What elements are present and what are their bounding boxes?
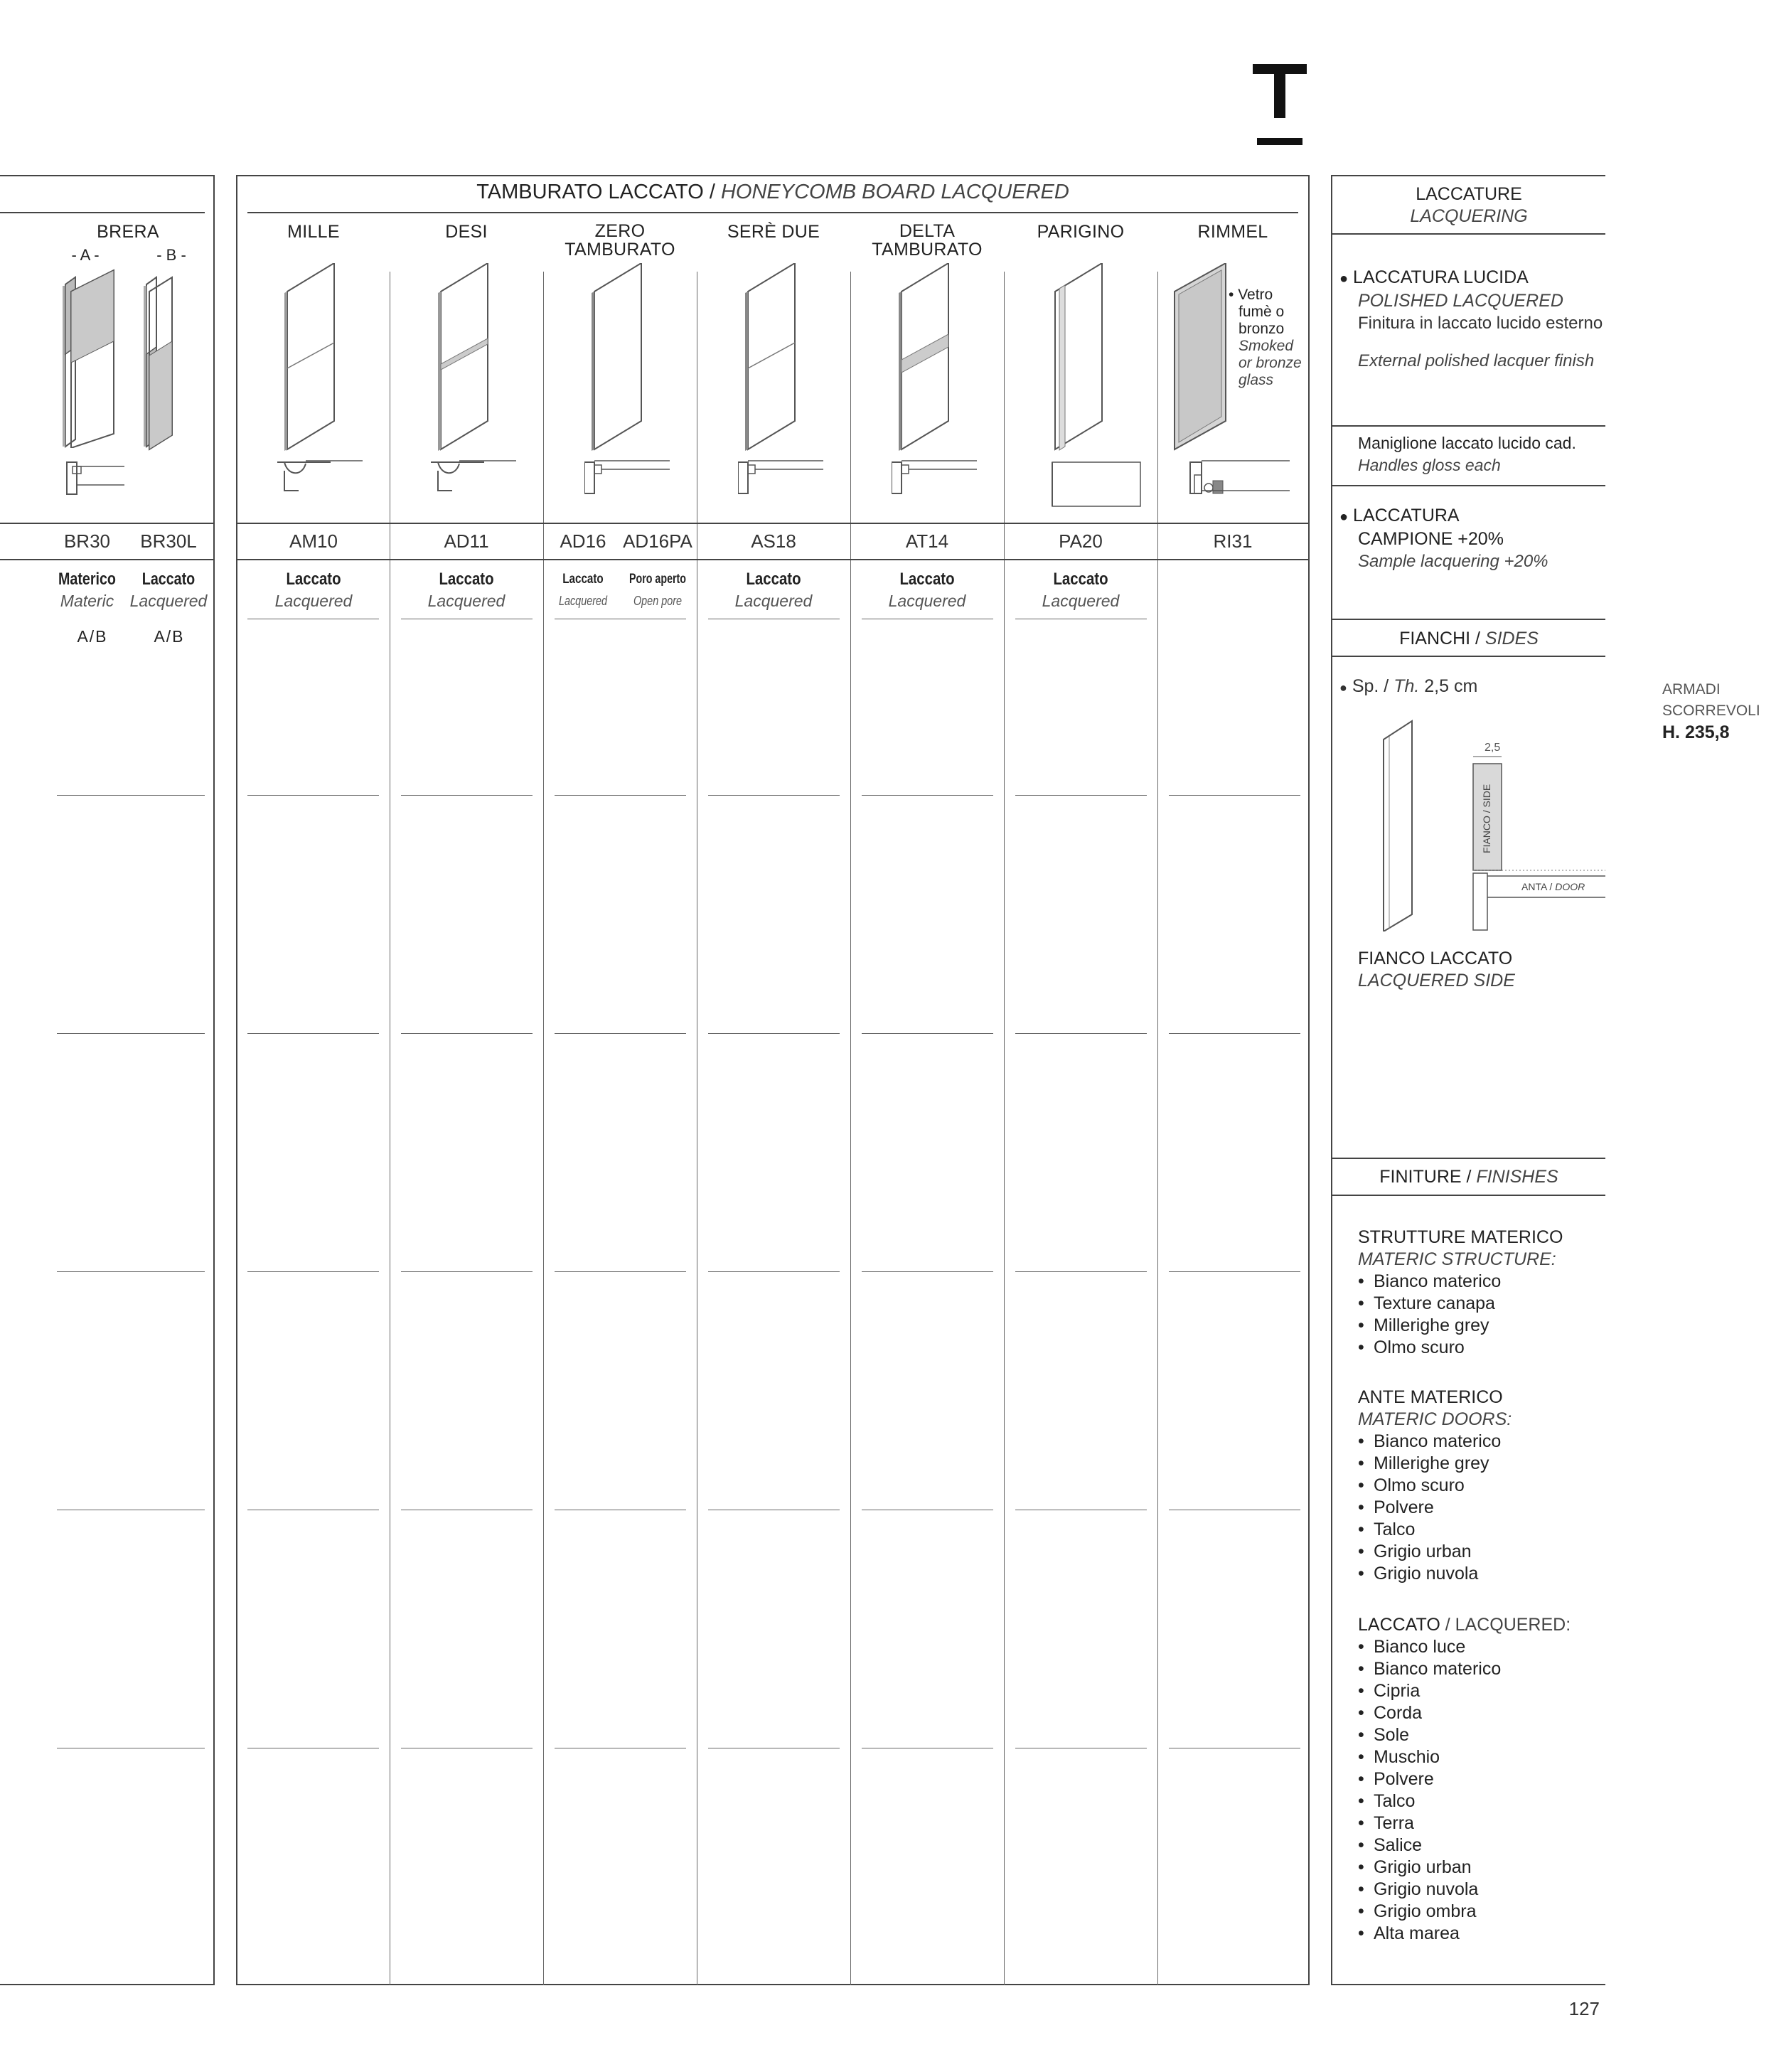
door-delta-illustration bbox=[892, 263, 977, 519]
price-cell-line bbox=[862, 795, 993, 796]
rimmel-glass-note: • Vetro fumè o bronzo Smoked or bronze glass bbox=[1229, 287, 1302, 388]
svg-text:FIANCO / SIDE: FIANCO / SIDE bbox=[1481, 784, 1492, 853]
door-zero-illustration bbox=[584, 263, 670, 519]
sample-lacquer-block: ● LACCATURA CAMPIONE +20% Sample lacquering +20% bbox=[1339, 506, 1548, 571]
lacquer-color-item: • Muschio bbox=[1358, 1746, 1600, 1768]
brera-code-divider-bottom bbox=[0, 559, 215, 560]
lacquered-colors: LACCATO / LACQUERED: • Bianco luce • Bianco materico • Cipria • Corda • Sole • Muschio • Polvere • Talco • Terra • Salice • Grigio urban • Grigio nuvola • Grigio ombra • Alta marea bbox=[1358, 1614, 1600, 1945]
material-parigino: Laccato Lacquered bbox=[1042, 570, 1120, 610]
door-mille-illustration bbox=[277, 263, 363, 519]
lacquer-color-item: • Grigio urban bbox=[1358, 1857, 1600, 1879]
code-sere-due: AS18 bbox=[751, 530, 796, 552]
sides-heading: FIANCHI / SIDES bbox=[1399, 629, 1539, 648]
lacquered-side-label: FIANCO LACCATO LACQUERED SIDE bbox=[1358, 949, 1515, 990]
page-number: 127 bbox=[1568, 1998, 1600, 2019]
model-name-zero: ZERO TAMBURATO bbox=[565, 221, 675, 260]
finishes-heading: FINITURE / FINISHES bbox=[1379, 1167, 1558, 1187]
price-cell-line bbox=[708, 795, 840, 796]
materic-doors: ANTE MATERICO MATERIC DOORS: • Bianco materico • Millerighe grey • Olmo scuro • Polvere • Talco • Grigio urban • Grigio nuvola bbox=[1358, 1387, 1600, 1585]
material-desi: Laccato Lacquered bbox=[427, 570, 505, 610]
model-name-mille: MILLE bbox=[287, 222, 340, 242]
model-name-delta: DELTA TAMBURATO bbox=[872, 221, 983, 260]
model-name-parigino: PARIGINO bbox=[1037, 222, 1125, 242]
code-divider-bottom bbox=[237, 559, 1308, 560]
right-divider bbox=[1332, 1158, 1605, 1159]
door-finish-item: • Polvere bbox=[1358, 1497, 1600, 1519]
lacquer-color-item: • Alta marea bbox=[1358, 1923, 1600, 1945]
door-finish-item: • Olmo scuro bbox=[1358, 1475, 1600, 1497]
brera-door-a-right bbox=[43, 263, 121, 448]
door-parigino-illustration bbox=[1045, 263, 1145, 519]
brera-ab-2: A/B bbox=[154, 627, 185, 646]
brera-material-1: Materico Materic bbox=[58, 570, 116, 610]
brera-code-2: BR30L bbox=[140, 530, 197, 552]
right-divider bbox=[1332, 656, 1605, 657]
price-cell-line bbox=[1169, 1271, 1300, 1272]
structure-finish-item: • Olmo scuro bbox=[1358, 1337, 1600, 1359]
price-cell-line bbox=[555, 795, 686, 796]
lacquering-heading: LACCATURE LACQUERING bbox=[1410, 184, 1528, 226]
lacquer-color-item: • Polvere bbox=[1358, 1768, 1600, 1790]
right-divider bbox=[1332, 1195, 1605, 1196]
right-divider bbox=[1332, 233, 1605, 235]
lacquer-color-item: • Grigio nuvola bbox=[1358, 1879, 1600, 1901]
col-divider bbox=[543, 272, 544, 1985]
lacquer-color-item: • Bianco luce bbox=[1358, 1636, 1600, 1658]
lacquer-color-item: • Salice bbox=[1358, 1835, 1600, 1857]
code-mille: AM10 bbox=[289, 530, 338, 552]
brera-title: BRERA bbox=[97, 222, 159, 242]
structure-finish-item: • Bianco materico bbox=[1358, 1271, 1600, 1293]
brera-code-divider-top bbox=[0, 523, 215, 524]
lacquer-color-item: • Sole bbox=[1358, 1724, 1600, 1746]
model-name-rimmel: RIMMEL bbox=[1197, 222, 1268, 242]
materic-structures: STRUTTURE MATERICO MATERIC STRUCTURE: • Bianco materico • Texture canapa • Millerighe grey • Olmo scuro bbox=[1358, 1227, 1600, 1359]
material-delta: Laccato Lacquered bbox=[888, 570, 966, 610]
brera-row-line bbox=[57, 1271, 205, 1272]
col-divider bbox=[1157, 272, 1158, 1985]
price-cell-line bbox=[1015, 1271, 1147, 1272]
side-panel-diagram bbox=[1379, 718, 1605, 931]
structure-finish-item: • Millerighe grey bbox=[1358, 1315, 1600, 1337]
code-divider-top bbox=[237, 523, 1308, 524]
price-cell-line bbox=[708, 1271, 840, 1272]
material-zero: Laccato Lacquered bbox=[558, 572, 608, 608]
section-tab[interactable]: ARMADI SCORREVOLI H. 235,8 bbox=[1662, 681, 1760, 742]
main-title: TAMBURATO LACCATO / HONEYCOMB BOARD LACQUERED bbox=[476, 181, 1069, 203]
lacquer-color-item: • Bianco materico bbox=[1358, 1658, 1600, 1680]
handles-note: Maniglione laccato lucido cad. Handles gloss each bbox=[1358, 434, 1576, 474]
price-cell-line bbox=[708, 1033, 840, 1034]
brera-material-2: Laccato Lacquered bbox=[129, 570, 208, 610]
brand-logo bbox=[1251, 64, 1308, 149]
lacquer-color-item: • Cipria bbox=[1358, 1680, 1600, 1702]
brera-row-line bbox=[57, 795, 205, 796]
price-cell-line bbox=[247, 795, 379, 796]
price-cell-line bbox=[401, 1271, 533, 1272]
lacquer-color-item: • Corda bbox=[1358, 1702, 1600, 1724]
price-cell-line bbox=[401, 1033, 533, 1034]
svg-text:2,5: 2,5 bbox=[1485, 742, 1501, 754]
svg-text:ANTA / DOOR: ANTA / DOOR bbox=[1521, 881, 1585, 892]
door-finish-item: • Talco bbox=[1358, 1519, 1600, 1541]
main-title-divider bbox=[247, 212, 1298, 213]
right-divider bbox=[1332, 485, 1605, 486]
material-zero-pa: Poro aperto Open pore bbox=[629, 572, 686, 608]
price-cell-line bbox=[1015, 795, 1147, 796]
brera-variant-b: - B - bbox=[156, 246, 186, 264]
material-sere-due: Laccato Lacquered bbox=[734, 570, 813, 610]
material-mille: Laccato Lacquered bbox=[274, 570, 353, 610]
price-cell-line bbox=[401, 795, 533, 796]
col-divider bbox=[850, 272, 851, 1985]
price-cell-line bbox=[1169, 795, 1300, 796]
price-cell-line bbox=[862, 1271, 993, 1272]
price-cell-line bbox=[555, 1271, 686, 1272]
door-finish-item: • Grigio nuvola bbox=[1358, 1563, 1600, 1585]
brera-code-1: BR30 bbox=[63, 530, 111, 552]
lacquer-color-item: • Terra bbox=[1358, 1812, 1600, 1835]
model-name-desi: DESI bbox=[445, 222, 488, 242]
door-finish-item: • Millerighe grey bbox=[1358, 1453, 1600, 1475]
code-rimmel: RI31 bbox=[1213, 530, 1253, 552]
price-cell-line bbox=[862, 1033, 993, 1034]
col-divider bbox=[1004, 272, 1005, 1985]
brera-divider bbox=[0, 212, 205, 213]
price-cell-line bbox=[1169, 1033, 1300, 1034]
brera-variant-a: - A - bbox=[71, 246, 100, 264]
door-desi-illustration bbox=[431, 263, 516, 519]
code-delta: AT14 bbox=[905, 530, 949, 552]
side-thickness: ● Sp. / Th. 2,5 cm bbox=[1339, 676, 1478, 696]
door-finish-item: • Grigio urban bbox=[1358, 1541, 1600, 1563]
right-divider bbox=[1332, 619, 1605, 620]
code-zero: AD16 bbox=[560, 530, 606, 552]
brera-row-line bbox=[57, 1033, 205, 1034]
code-zero-pa: AD16PA bbox=[623, 530, 692, 552]
door-finish-item: • Bianco materico bbox=[1358, 1431, 1600, 1453]
right-divider bbox=[1332, 425, 1605, 427]
price-cell-line bbox=[555, 1033, 686, 1034]
brera-door-b-right bbox=[128, 270, 206, 455]
price-cell-line bbox=[247, 1271, 379, 1272]
brera-ab-1: A/B bbox=[77, 627, 108, 646]
price-cell-line bbox=[1015, 1033, 1147, 1034]
lacquer-color-item: • Grigio ombra bbox=[1358, 1901, 1600, 1923]
door-sere-due-illustration bbox=[738, 263, 823, 519]
lacquer-color-item: • Talco bbox=[1358, 1790, 1600, 1812]
gloss-lacquer-block: ● LACCATURA LUCIDA POLISHED LACQUERED Finitura in laccato lucido esterno External polished lacquer finish bbox=[1339, 267, 1603, 370]
code-desi: AD11 bbox=[444, 530, 489, 552]
model-name-sere-due: SERÈ DUE bbox=[727, 222, 820, 242]
price-cell-line bbox=[247, 1033, 379, 1034]
code-parigino: PA20 bbox=[1059, 530, 1103, 552]
structure-finish-item: • Texture canapa bbox=[1358, 1293, 1600, 1315]
